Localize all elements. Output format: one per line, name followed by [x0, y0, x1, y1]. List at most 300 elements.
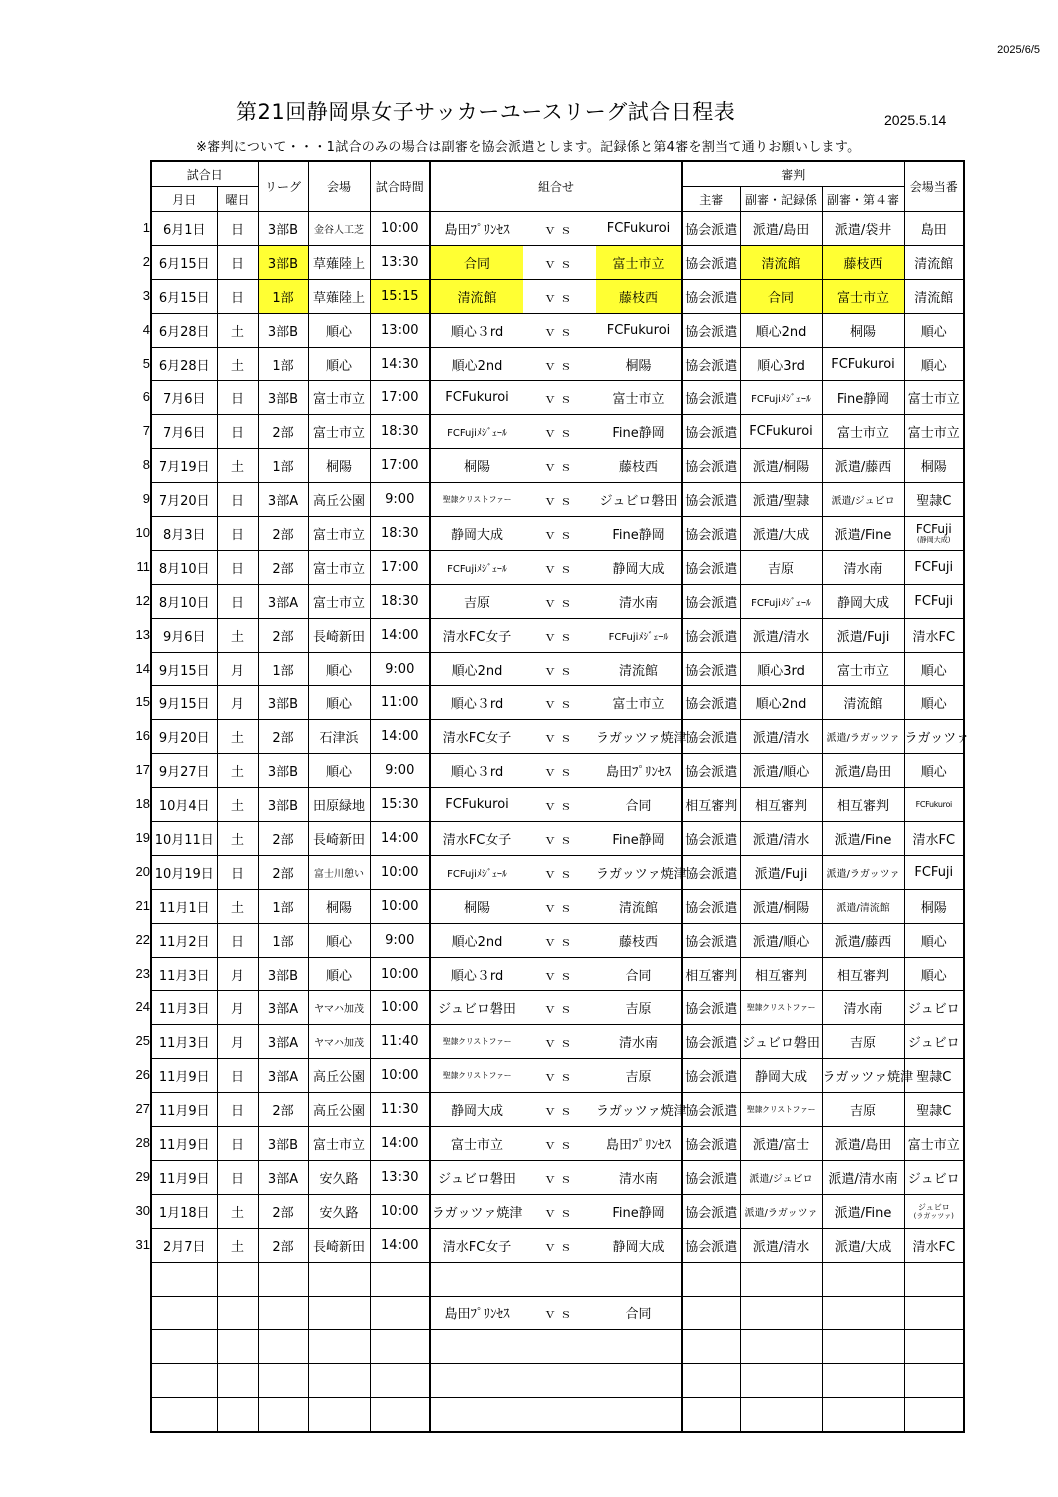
print-date: 2025/6/5: [997, 44, 1040, 56]
cell-main: 協会派遣: [682, 347, 740, 381]
row-number: 23: [135, 965, 150, 981]
cell-away: Fine静岡: [596, 415, 682, 449]
cell-date: 6月1日: [151, 212, 217, 246]
cell-host: 島田: [904, 212, 964, 246]
header-venue-host: 会場当番: [904, 161, 964, 212]
cell-dow: 月: [217, 957, 258, 991]
cell-venue: [308, 1262, 370, 1296]
cell-away: 清流館: [596, 889, 682, 923]
table-row: [151, 584, 964, 618]
cell-home: FCFujiﾒｼﾞｪｰﾙ: [430, 550, 523, 584]
table-row: [151, 822, 964, 856]
table-row: [151, 313, 964, 347]
cell-home: 聖隷クリストファー: [430, 483, 523, 517]
table-row: [151, 855, 964, 889]
cell-ref2: 派遣/藤西: [822, 923, 904, 957]
cell-league: 3部B: [258, 754, 308, 788]
cell-ref1: 相互審判: [740, 957, 822, 991]
cell-dow: 土: [217, 889, 258, 923]
cell-main: 協会派遣: [682, 822, 740, 856]
cell-venue: 長崎新田: [308, 618, 370, 652]
cell-league: [258, 1296, 308, 1330]
cell-time: 10:00: [370, 1059, 430, 1093]
cell-venue: 高丘公園: [308, 1059, 370, 1093]
table-row: [151, 212, 964, 246]
cell-venue: 順心: [308, 923, 370, 957]
cell-host: FCFuji: [904, 855, 964, 889]
cell-main: 協会派遣: [682, 686, 740, 720]
cell-vs: ｖｓ: [523, 686, 596, 720]
cell-ref2: 静岡大成: [822, 584, 904, 618]
cell-date: 8月10日: [151, 584, 217, 618]
cell-time: 10:00: [370, 855, 430, 889]
cell-vs: ｖｓ: [523, 1160, 596, 1194]
cell-date: 10月11日: [151, 822, 217, 856]
cell-main: 協会派遣: [682, 889, 740, 923]
table-row: [151, 279, 964, 313]
cell-away: 吉原: [596, 1059, 682, 1093]
cell-league: 2部: [258, 1194, 308, 1228]
cell-main: 相互審判: [682, 957, 740, 991]
cell-away: 清水南: [596, 1025, 682, 1059]
table-row: [151, 415, 964, 449]
cell-date: 11月1日: [151, 889, 217, 923]
cell-main: 協会派遣: [682, 1127, 740, 1161]
cell-away: 静岡大成: [596, 550, 682, 584]
cell-away: 藤枝西: [596, 279, 682, 313]
cell-away: Fine静岡: [596, 822, 682, 856]
table-row: [151, 381, 964, 415]
cell-ref2: [822, 1330, 904, 1364]
cell-league: 3部A: [258, 584, 308, 618]
cell-time: 10:00: [370, 957, 430, 991]
cell-away: 桐陽: [596, 347, 682, 381]
cell-time: 15:15: [370, 279, 430, 313]
cell-host: 聖隷C: [904, 1093, 964, 1127]
row-number: 26: [135, 1067, 150, 1083]
table-row: [151, 652, 964, 686]
cell-host: ジュビロ: [904, 991, 964, 1025]
cell-main: 協会派遣: [682, 1194, 740, 1228]
cell-main: 協会派遣: [682, 923, 740, 957]
cell-dow: 日: [217, 923, 258, 957]
row-number: 24: [135, 999, 150, 1015]
cell-home: FCFukuroi: [430, 381, 523, 415]
cell-vs: [523, 1398, 596, 1432]
header-main-referee: 主審: [682, 187, 740, 212]
cell-ref1: 派遣/ジュビロ: [740, 1160, 822, 1194]
cell-ref1: 派遣/清水: [740, 1228, 822, 1262]
cell-vs: ｖｓ: [523, 754, 596, 788]
cell-host: 桐陽: [904, 449, 964, 483]
row-number: 2: [142, 253, 150, 269]
cell-date: 9月20日: [151, 720, 217, 754]
cell-away: ラガッツァ焼津: [596, 720, 682, 754]
cell-host: 順心: [904, 957, 964, 991]
row-number: 5: [142, 355, 150, 371]
cell-vs: ｖｓ: [523, 245, 596, 279]
cell-vs: ｖｓ: [523, 1127, 596, 1161]
cell-time: 9:00: [370, 923, 430, 957]
cell-ref1: FCFujiﾒｼﾞｪｰﾙ: [740, 584, 822, 618]
cell-time: [370, 1364, 430, 1398]
cell-host: FCFukuroi: [904, 788, 964, 822]
cell-dow: 日: [217, 1127, 258, 1161]
row-number: 1: [142, 220, 150, 235]
cell-venue: 富士市立: [308, 550, 370, 584]
cell-league: 1部: [258, 347, 308, 381]
table-row: [151, 686, 964, 720]
cell-vs: ｖｓ: [523, 584, 596, 618]
cell-host: 順心: [904, 652, 964, 686]
cell-ref1: 順心2nd: [740, 686, 822, 720]
cell-league: 3部B: [258, 313, 308, 347]
cell-host: ジュビロ: [904, 1160, 964, 1194]
page-title: 第21回静岡県女子サッカーユースリーグ試合日程表: [236, 100, 736, 124]
cell-dow: 日: [217, 1160, 258, 1194]
cell-date: 10月19日: [151, 855, 217, 889]
cell-time: 11:00: [370, 686, 430, 720]
cell-ref1: 派遣/大成: [740, 517, 822, 551]
cell-league: 3部B: [258, 212, 308, 246]
cell-dow: 土: [217, 347, 258, 381]
cell-venue: 長崎新田: [308, 822, 370, 856]
row-number: 3: [142, 287, 150, 303]
row-number: 11: [136, 558, 150, 574]
cell-away: 富士市立: [596, 381, 682, 415]
table-row-empty: [151, 1364, 964, 1398]
cell-home: 聖隷クリストファー: [430, 1059, 523, 1093]
cell-ref1: 順心3rd: [740, 652, 822, 686]
cell-league: 3部B: [258, 1127, 308, 1161]
cell-date: 11月3日: [151, 1025, 217, 1059]
cell-venue: [308, 1330, 370, 1364]
cell-home: 島田ﾌﾟﾘﾝｾｽ: [430, 212, 523, 246]
cell-ref2: 吉原: [822, 1025, 904, 1059]
table-row: [151, 1025, 964, 1059]
cell-away: [596, 1364, 682, 1398]
host-sub: (ラガッツァ): [913, 1211, 954, 1220]
cell-ref2: 派遣/大成: [822, 1228, 904, 1262]
cell-date: 7月6日: [151, 415, 217, 449]
cell-dow: 土: [217, 313, 258, 347]
row-number: 31: [135, 1236, 150, 1252]
cell-away: 藤枝西: [596, 449, 682, 483]
cell-time: 14:00: [370, 822, 430, 856]
cell-time: [370, 1398, 430, 1432]
cell-ref2: 相互審判: [822, 957, 904, 991]
cell-host: ジュビロ: [904, 1025, 964, 1059]
cell-venue: 草薙陸上: [308, 245, 370, 279]
cell-home: FCFukuroi: [430, 788, 523, 822]
cell-ref1: 静岡大成: [740, 1059, 822, 1093]
cell-ref1: [740, 1364, 822, 1398]
cell-away: 合同: [596, 957, 682, 991]
cell-ref1: 派遣/順心: [740, 923, 822, 957]
cell-ref1: 派遣/聖隷: [740, 483, 822, 517]
cell-host: 順心: [904, 923, 964, 957]
cell-venue: 安久路: [308, 1194, 370, 1228]
cell-dow: 日: [217, 415, 258, 449]
cell-time: 13:30: [370, 1160, 430, 1194]
cell-time: 13:30: [370, 245, 430, 279]
cell-ref2: 派遣/Fine: [822, 517, 904, 551]
cell-ref2: 派遣/島田: [822, 1127, 904, 1161]
cell-ref1: 派遣/清水: [740, 822, 822, 856]
cell-vs: ｖｓ: [523, 1025, 596, 1059]
cell-away: [596, 1398, 682, 1432]
cell-league: 2部: [258, 720, 308, 754]
table-row: [151, 449, 964, 483]
row-number: 14: [135, 660, 150, 676]
cell-date: 1月18日: [151, 1194, 217, 1228]
cell-host: 聖隷C: [904, 483, 964, 517]
cell-ref1: 派遣/桐陽: [740, 889, 822, 923]
cell-time: 9:00: [370, 652, 430, 686]
cell-host: [904, 517, 964, 551]
cell-dow: 土: [217, 822, 258, 856]
cell-dow: [217, 1262, 258, 1296]
cell-dow: 土: [217, 1194, 258, 1228]
cell-date: 2月7日: [151, 1228, 217, 1262]
cell-time: 18:30: [370, 584, 430, 618]
host-sub: (静岡大成): [917, 535, 951, 544]
cell-venue: 順心: [308, 313, 370, 347]
cell-league: 3部A: [258, 1025, 308, 1059]
cell-ref2: 派遣/ジュビロ: [822, 483, 904, 517]
cell-vs: ｖｓ: [523, 483, 596, 517]
cell-dow: [217, 1398, 258, 1432]
cell-ref1: 派遣/ラガッツァ: [740, 1194, 822, 1228]
cell-ref2: 派遣/Fine: [822, 822, 904, 856]
cell-league: 1部: [258, 923, 308, 957]
cell-away: ジュビロ磐田: [596, 483, 682, 517]
cell-venue: ヤマハ加茂: [308, 991, 370, 1025]
cell-ref2: 派遣/Fuji: [822, 618, 904, 652]
cell-main: 協会派遣: [682, 652, 740, 686]
cell-date: [151, 1296, 217, 1330]
host-name: ジュビロ: [917, 1202, 950, 1212]
cell-host: [904, 1296, 964, 1330]
table-row: [151, 550, 964, 584]
cell-dow: 日: [217, 517, 258, 551]
cell-ref1: [740, 1262, 822, 1296]
table-row: [151, 1093, 964, 1127]
cell-ref1: ジュビロ磐田: [740, 1025, 822, 1059]
cell-main: [682, 1262, 740, 1296]
cell-host: 順心: [904, 754, 964, 788]
cell-home: FCFujiﾒｼﾞｪｰﾙ: [430, 855, 523, 889]
cell-ref2: [822, 1398, 904, 1432]
cell-away: 島田ﾌﾟﾘﾝｾｽ: [596, 1127, 682, 1161]
cell-league: [258, 1398, 308, 1432]
cell-home: 順心３rd: [430, 754, 523, 788]
cell-dow: 月: [217, 991, 258, 1025]
row-number: 17: [135, 762, 150, 778]
cell-away: Fine静岡: [596, 1194, 682, 1228]
cell-venue: 桐陽: [308, 449, 370, 483]
cell-venue: 順心: [308, 686, 370, 720]
cell-date: 11月3日: [151, 957, 217, 991]
cell-ref2: FCFukuroi: [822, 347, 904, 381]
cell-vs: [523, 1262, 596, 1296]
issued-date: 2025.5.14: [884, 112, 947, 128]
cell-date: [151, 1262, 217, 1296]
cell-vs: [523, 1364, 596, 1398]
cell-dow: 土: [217, 1228, 258, 1262]
table-row: [151, 991, 964, 1025]
cell-time: 17:00: [370, 449, 430, 483]
cell-date: 11月9日: [151, 1059, 217, 1093]
table-row-empty: [151, 1296, 964, 1330]
table-row: [151, 754, 964, 788]
cell-home: 順心３rd: [430, 686, 523, 720]
cell-venue: 富士市立: [308, 381, 370, 415]
cell-dow: 日: [217, 855, 258, 889]
cell-dow: 日: [217, 483, 258, 517]
cell-league: 2部: [258, 855, 308, 889]
cell-dow: 日: [217, 279, 258, 313]
header-weekday: 曜日: [217, 187, 258, 212]
cell-date: 9月6日: [151, 618, 217, 652]
table-row: [151, 788, 964, 822]
cell-dow: [217, 1296, 258, 1330]
cell-host: 富士市立: [904, 381, 964, 415]
cell-ref1: 派遣/清水: [740, 618, 822, 652]
cell-host: 聖隷C: [904, 1059, 964, 1093]
cell-league: 3部B: [258, 381, 308, 415]
cell-venue: 長崎新田: [308, 1228, 370, 1262]
cell-time: 18:30: [370, 415, 430, 449]
cell-main: 協会派遣: [682, 415, 740, 449]
cell-ref1: 派遣/桐陽: [740, 449, 822, 483]
cell-vs: ｖｓ: [523, 889, 596, 923]
cell-vs: ｖｓ: [523, 1059, 596, 1093]
cell-vs: ｖｓ: [523, 822, 596, 856]
cell-time: 13:00: [370, 313, 430, 347]
table-row: [151, 347, 964, 381]
table-row: [151, 957, 964, 991]
cell-vs: ｖｓ: [523, 618, 596, 652]
cell-home: [430, 1262, 523, 1296]
header-match-day: 試合日: [151, 161, 258, 187]
cell-venue: 富士市立: [308, 415, 370, 449]
table-row: [151, 923, 964, 957]
cell-away: 合同: [596, 788, 682, 822]
cell-home: 順心2nd: [430, 347, 523, 381]
cell-venue: 石津浜: [308, 720, 370, 754]
cell-vs: ｖｓ: [523, 1093, 596, 1127]
cell-ref2: 清流館: [822, 686, 904, 720]
cell-date: 11月2日: [151, 923, 217, 957]
cell-away: 清水南: [596, 1160, 682, 1194]
cell-time: 9:00: [370, 483, 430, 517]
cell-dow: 日: [217, 381, 258, 415]
cell-venue: 草薙陸上: [308, 279, 370, 313]
cell-ref1: 合同: [740, 279, 822, 313]
cell-venue: 順心: [308, 652, 370, 686]
cell-home: ラガッツァ焼津: [430, 1194, 523, 1228]
cell-dow: 日: [217, 1059, 258, 1093]
cell-date: 6月15日: [151, 279, 217, 313]
cell-host: 順心: [904, 347, 964, 381]
cell-home: [430, 1330, 523, 1364]
row-number: 27: [135, 1101, 150, 1117]
cell-home: 富士市立: [430, 1127, 523, 1161]
cell-league: 2部: [258, 822, 308, 856]
cell-main: 協会派遣: [682, 1228, 740, 1262]
cell-dow: [217, 1364, 258, 1398]
cell-vs: ｖｓ: [523, 923, 596, 957]
header-date: 月日: [151, 187, 217, 212]
row-number: 15: [135, 694, 150, 710]
cell-time: 17:00: [370, 550, 430, 584]
header-league: リーグ: [258, 161, 308, 212]
row-number: 10: [135, 525, 150, 541]
cell-main: 協会派遣: [682, 618, 740, 652]
cell-ref2: [822, 1262, 904, 1296]
cell-league: 3部B: [258, 245, 308, 279]
cell-vs: ｖｓ: [523, 347, 596, 381]
cell-ref1: 吉原: [740, 550, 822, 584]
cell-host: [904, 1398, 964, 1432]
cell-away: 島田ﾌﾟﾘﾝｾｽ: [596, 754, 682, 788]
cell-away: ラガッツァ焼津: [596, 855, 682, 889]
cell-host: 清水FC: [904, 618, 964, 652]
header-assistant-fourth: 副審・第４審: [822, 187, 904, 212]
row-number: 28: [135, 1135, 150, 1151]
cell-time: 9:00: [370, 754, 430, 788]
table-row: [151, 618, 964, 652]
cell-venue: 富士川憩い: [308, 855, 370, 889]
cell-home: 順心2nd: [430, 652, 523, 686]
cell-league: 2部: [258, 415, 308, 449]
cell-main: 協会派遣: [682, 212, 740, 246]
row-number: 6: [142, 389, 150, 405]
row-number: 19: [135, 830, 150, 846]
cell-ref2: 派遣/清水南: [822, 1160, 904, 1194]
cell-venue: 安久路: [308, 1160, 370, 1194]
header-referee: 審判: [682, 161, 904, 187]
cell-main: 協会派遣: [682, 991, 740, 1025]
cell-time: 10:00: [370, 212, 430, 246]
cell-date: 8月10日: [151, 550, 217, 584]
cell-dow: 月: [217, 652, 258, 686]
cell-time: 14:00: [370, 1127, 430, 1161]
cell-ref1: 派遣/Fuji: [740, 855, 822, 889]
cell-ref2: [822, 1364, 904, 1398]
cell-date: 8月3日: [151, 517, 217, 551]
cell-date: 7月6日: [151, 381, 217, 415]
cell-away: FCFujiﾒｼﾞｪｰﾙ: [596, 618, 682, 652]
cell-dow: 土: [217, 720, 258, 754]
table-row: [151, 245, 964, 279]
cell-venue: [308, 1398, 370, 1432]
cell-venue: 富士市立: [308, 584, 370, 618]
cell-league: 3部A: [258, 1160, 308, 1194]
cell-away: [596, 1262, 682, 1296]
cell-vs: ｖｓ: [523, 957, 596, 991]
cell-main: 協会派遣: [682, 1025, 740, 1059]
cell-vs: ｖｓ: [523, 381, 596, 415]
cell-home: 吉原: [430, 584, 523, 618]
cell-main: [682, 1398, 740, 1432]
cell-away: 富士市立: [596, 686, 682, 720]
table-row: [151, 1228, 964, 1262]
cell-ref2: 富士市立: [822, 415, 904, 449]
cell-away: 清水南: [596, 584, 682, 618]
table-row-empty: [151, 1330, 964, 1364]
